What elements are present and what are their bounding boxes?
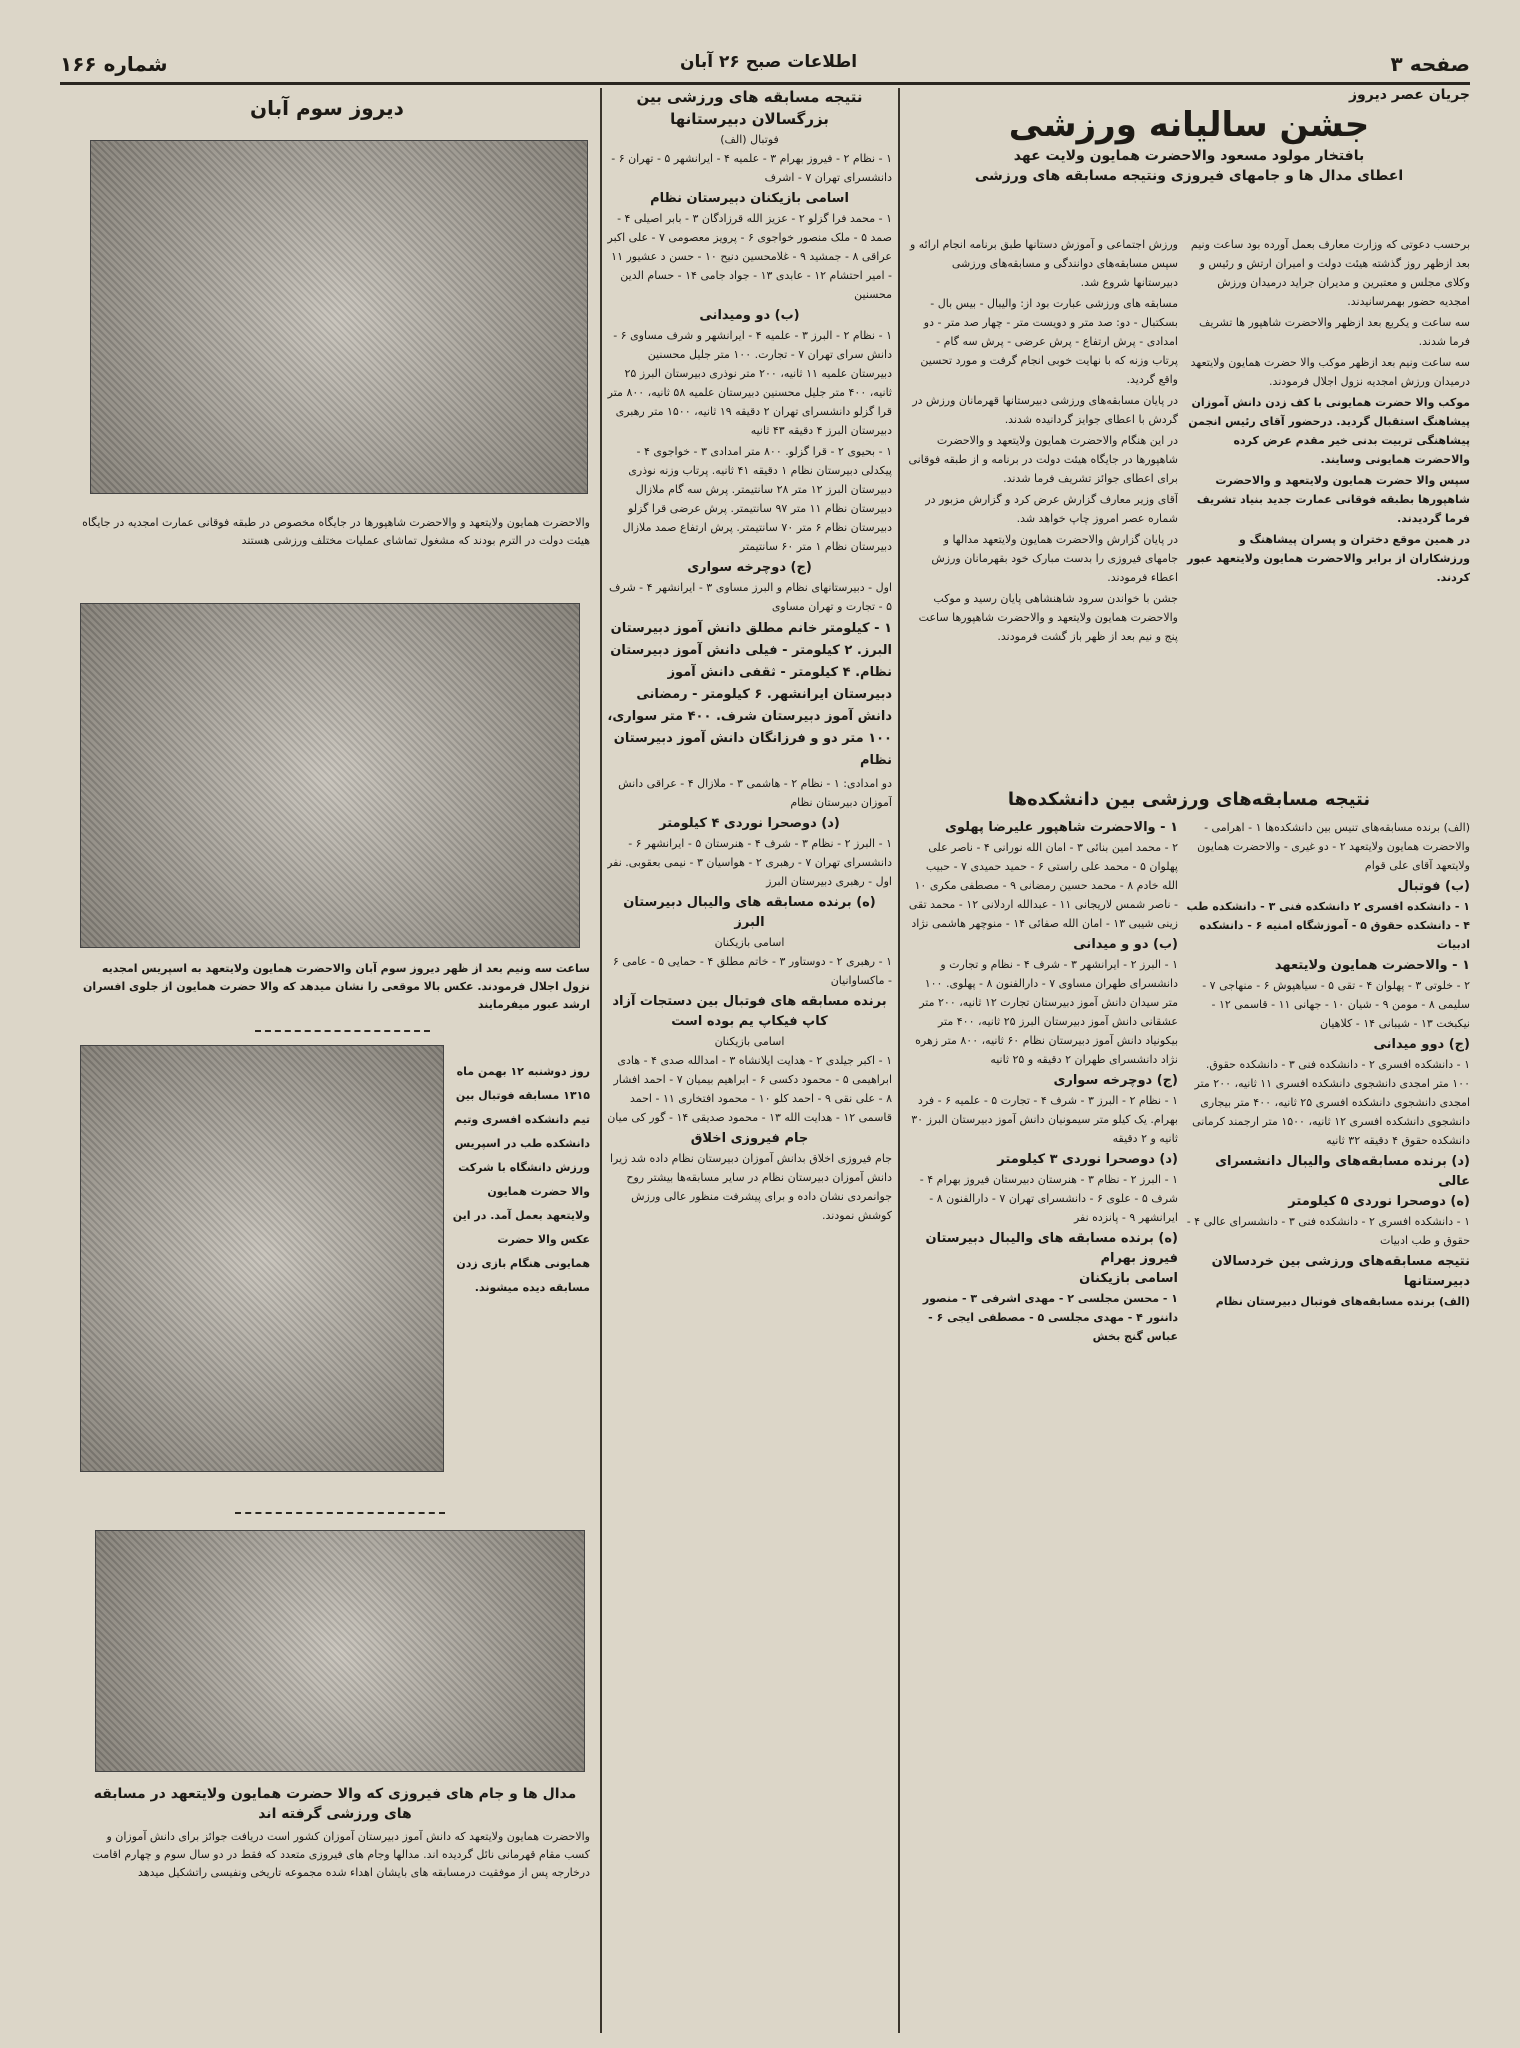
article-right-subcol — [1186, 235, 1470, 775]
players-title: اسامی بازیکنان دبیرستان نظام — [650, 191, 849, 206]
volleyball-title: (ه) برنده مسابقه های والیبال دبیرستان البرز — [623, 895, 876, 930]
stadium-stand-photo — [90, 140, 588, 494]
column-divider — [600, 88, 602, 2033]
senior-results-col — [607, 86, 892, 2036]
header-rule — [60, 82, 1470, 85]
crown-prince-team-players: ۲ - خلوتی ۳ - پهلوان ۴ - تقی ۵ - سیاهپوش ۶ - منهاجی ۷ - سلیمی ۸ - مومن ۹ - شیان ۱۰ - جهانی ۱۱ - قاسمی ۱۲ - نیکبخت ۱۳ - شیبانی ۱۴ - کلاهیان — [1202, 979, 1470, 1030]
subheadline-1: بافتخار مولود مسعود والاحضرت همایون ولایت عهد — [1013, 148, 1365, 164]
football-subtitle: فوتبال (الف) — [720, 133, 779, 146]
result-title: ۱ - والاحضرت شاهپور علیرضا پهلوی — [945, 820, 1178, 835]
main-headline: جشن سالیانه ورزشی — [1008, 105, 1370, 145]
photo-caption-1: والاحضرت همایون ولایتعهد و والاحضرت شاهپورها در جایگاه مخصوص در طبقه فوقانی عمارت امجدیه در جایگاه هیئت دولت در الترم بودند که مشغول تماشای عملیات مختلف ورزشی هستند — [82, 516, 590, 547]
volleyball-players: ۱ - محسن مجلسی ۲ - مهدی اشرفی ۳ - منصور داننور ۴ - مهدی مجلسی ۵ - مصطفی ایجی ۶ - عباس گنج بخش — [922, 1292, 1178, 1343]
parade-photo — [80, 603, 580, 948]
article-paragraph: سپس والا حضرت همایون ولایتعهد و والاحضرت شاهپورها بطبقه فوقانی عمارت جدید بنیاد تشریف فرما گردیدند. — [1196, 474, 1470, 525]
cycling-results: ۱ - نظام ۲ - البرز ۳ - شرف ۴ - تجارت ۵ - علمیه ۶ - فرد بهرام. یک کیلو متر سیمونیان دانش آموز دبیرستان البرز ۳۰ ثانیه و ۲ دقیقه — [911, 1094, 1178, 1145]
players-subtitle: اسامی بازیکنان — [714, 936, 785, 949]
article-left-subcol — [908, 235, 1178, 775]
photo-section-title-block — [62, 90, 592, 130]
article-paragraph: در این هنگام والاحضرت همایون ولایتعهد و والاحضرت شاهپورها در جایگاه هیئت دولت در برنامه و از طبقه فوقانی برای اعطای جوائز تشریف فرما شدند. — [908, 434, 1178, 485]
article-paragraph: در پایان گزارش والاحضرت همایون ولایتعهد مدالها و جامهای فیروزی را بدست مبارک خود بقهرمانان ورزش اعطاء فرمودند. — [931, 533, 1178, 584]
medals-photo — [95, 1530, 585, 1772]
university-results-col — [1186, 818, 1470, 2038]
players-subtitle: اسامی بازیکنان — [714, 1035, 785, 1048]
cross-country-title: (د) دوصحرا نوردی ۴ کیلومتر — [659, 816, 840, 831]
article-paragraph: سه ساعت ونیم بعد ازظهر موکب والا حضرت همایون ولایتعهد درمیدان ورزش امجدیه نزول اجلال فرمودند. — [1190, 356, 1470, 388]
article-paragraph: جشن با خواندن سرود شاهنشاهی پایان رسید و موکب والاحضرت همایون ولایتعهد و والاحضرت شاهپورها ساعت پنج و نیم بعد از ظهر باز گشت فرمودند. — [918, 592, 1178, 643]
article-paragraph: آقای وزیر معارف گزارش عرض کرد و گزارش مزبور در شماره عصر امروز چاپ خواهد شد. — [925, 493, 1178, 525]
cross-country-results: ۱ - البرز ۲ - نظام ۳ - شرف ۴ - هنرستان ۵ - ایرانشهر ۶ - دانشسرای تهران ۷ - رهبری ۲ - هواسیان ۳ - نیمی بعقوبی. نفر اول - رهبری دبیرستان البرز — [607, 837, 892, 888]
portrait-side-caption: روز دوشنبه ۱۲ بهمن ماه ۱۳۱۵ مسابقه فوتبال بین تیم دانشکده افسری وتیم دانشکده طب در اسپریس ورزش دانشگاه با شرکت والا حضرت همایون ولایتعهد بعمل آمد. در این عکس والا حضرت همایونی هنگام بازی زدن مسابقه دیده میشوند. — [452, 1065, 590, 1294]
junior-results-body: (الف) برنده مسابقه‌های فوتبال دبیرستان نظام — [1215, 1295, 1470, 1308]
article-paragraph: مسابقه های ورزشی عبارت بود از: والیبال - بیس بال - بسکتبال - دو: صد متر و دویست متر - چهار صد متر - دو امدادی - پرش ارتفاع - پرش عرضی - پرش سه گام - پرتاب وزنه که با نهایت خوبی انجام گرفت و مورد تحسین واقع گردید. — [920, 297, 1178, 386]
players-subtitle: اسامی بازیکنان — [1079, 1271, 1178, 1286]
page-number: صفحه ۳ — [1390, 52, 1470, 76]
track-results: ۱ - البرز ۲ - ایرانشهر ۳ - شرف ۴ - نظام و تجارت و دانشسرای طهران مساوی ۷ - دارالفنون ۸ - پهلوی. ۱۰۰ متر سیدان دانش آموز دبیرستان تجارت ۱۲ ثانیه، ۲۰۰ متر عشقانی دانش آموز دبیرستان البرز ۲۵ ثانیه، ۴۰۰ متر بیکونیاد دانش آموز دبیرستان نظام ۶۰ ثانیه، ۸۰۰ متر زهره نژاد دانشسرای طهران ۲ دقیقه و ۲۵ ثانیه — [915, 958, 1178, 1066]
track-title: (ج) دوو میدانی — [1373, 1037, 1470, 1052]
cycling-title: (ج) دوچرخه سواری — [1053, 1073, 1178, 1088]
cycling-highlights: ۱ - کیلومتر خانم مطلق دانش آموز دبیرستان البرز. ۲ کیلومتر - فیلی دانش آموز دبیرستان نظام. ۴ کیلومتر - ثقفی دانش آموز دبیرستان ایرانشهر. ۶ کیلومتر - رمضانی دانش آموز دبیرستان شرف. ۴۰۰ متر سواری، ۱۰۰ متر دو و فرزانگان دانش آموز دبیرستان نظام — [607, 621, 892, 768]
senior-results-title: نتیجه مسابقه های ورزشی بین بزرگسالان دبیرستانها — [636, 88, 863, 128]
results-title-block — [908, 786, 1470, 816]
players-list: ۱ - محمد فرا گزلو ۲ - عزیز الله قرزادگان ۳ - بابر اصیلی ۴ - صمد ۵ - ملک منصور خواجوی ۶ - پرویز معصومی ۷ - علی اکبر عراقی ۸ - جمشید ۹ - غلامحسین دنیح ۱۰ - حسن د عشیور ۱۱ - امیر احتشام ۱۲ - عابدی ۱۳ - جواد جامی ۱۴ - حسام الدین محسنین — [607, 212, 892, 301]
volleyball-title: (ه) برنده مسابقه های والیبال دبیرستان فیروز بهرام — [925, 1231, 1178, 1266]
track-results-2: ۱ - بحیوی ۲ - قرا گزلو. ۸۰۰ متر امدادی ۳ - خواجوی ۴ - پیکدلی دبیرستان نظام ۱ دقیقه ۴۱ ثانیه. پرتاب وزنه نوذری دبیرستان البرز ۱۲ متر ۲۸ سانتیمتر. پرش سه گام ملازال دبیرستان نظام ۱۱ متر ۹۷ سانتیمتر. پرش عرضی قرا گزلو دبیرستان نظام ۶ متر ۷۰ سانتیمتر. پرش ارتفاع صمد ملازال دبیرستان نظام ۱ متر ۶۰ سانتیمتر — [622, 445, 892, 553]
photo-caption-2: ساعت سه ونیم بعد از ظهر دیروز سوم آبان والاحضرت همایون ولایتعهد به اسپریس امجدیه نزول اجلال فرمودند. عکس بالا موقعی را نشان میدهد که والا حضرت همایون از جلوی افسران ارشد عبور میفرمایند — [83, 962, 590, 1011]
subheadline-2: اعطای مدال ها و جامهای فیروزی ونتیجه مسابقه های ورزشی — [974, 168, 1404, 184]
crown-prince-portrait-photo — [80, 1045, 444, 1472]
football-title: (ب) فوتبال — [1397, 879, 1470, 894]
football-ranking: ۱ - نظام ۲ - فیروز بهرام ۳ - علمیه ۴ - ایرانشهر ۵ - تهران ۶ - دانشسرای تهران ۷ - اشرف — [611, 152, 892, 184]
tennis-results: (الف) برنده مسابقه‌های تنیس بین دانشکده‌ها ۱ - اهرامی - والاحضرت همایون ولایتعهد ۲ - دو غیری - والاحضرت همایون ولایتعهد آقای علی قوام — [1197, 821, 1470, 872]
separator — [235, 1512, 445, 1514]
track-title: (ب) دو و میدانی — [1073, 937, 1178, 952]
results-title: نتیجه مسابقه‌های ورزشی بین دانشکده‌ها — [1007, 789, 1371, 810]
junior-results-title: نتیجه مسابقه‌های ورزشی بین خردسالان دبیرستانها — [1211, 1254, 1470, 1289]
article-paragraph: ورزش اجتماعی و آموزش دستانها طبق برنامه انجام ارائه و سپس مسابقه‌های دوانندگی و مسابقه‌های ورزشی دبیرستانها شروع شد. — [909, 238, 1178, 289]
track-results: ۱ - نظام ۲ - البرز ۳ - علمیه ۴ - ایرانشهر و شرف مساوی ۶ - دانش سرای تهران ۷ - تجارت. ۱۰۰ متر جلیل محسنین دبیرستان علمیه ۱۱ ثانیه، ۲۰۰ متر نوذری دبیرستان البرز ۲۵ ثانیه، ۴۰۰ متر جلیل محسنین دبیرستان علمیه ۵۸ ثانیه، ۸۰۰ متر قرا گزلو دانشسرای تهران ۲ دقیقه ۱۹ ثانیه، ۱۵۰۰ متر رهبری دبیرستان البرز ۴ دقیقه ۴۳ ثانیه — [607, 329, 892, 437]
volleyball-players: ۱ - رهبری ۲ - دوستاور ۳ - خاتم مطلق ۴ - حمایی ۵ - عامی ۶ - ماکساوانیان — [612, 955, 892, 987]
track-results: ۱ - دانشکده افسری ۲ - دانشکده فنی ۳ - دانشکده حقوق. ۱۰۰ متر امجدی دانشجوی دانشکده افسری ۱۱ ثانیه، ۲۰۰ متر امجدی دانشجوی دانشکده افسری ۲۵ ثانیه، ۴۰۰ متر بیجاری دانشجوی دانشکده افسری ۱۲ ثانیه، ۱۵۰۰ متر ارجمند کرمانی دانشکده حقوق ۴ دقیقه ۳۲ ثانیه — [1192, 1058, 1470, 1147]
cross-country-results: ۱ - دانشکده افسری ۲ - دانشکده فنی ۳ - دانشسرای عالی ۴ - حقوق و طب ادبیات — [1186, 1215, 1470, 1247]
football-results: ۱ - دانشکده افسری ۲ دانشکده فنی ۳ - دانشکده طب ۴ - دانشکده حقوق ۵ - آموزشگاه امنیه ۶ - دانشکده ادبیات — [1186, 900, 1470, 951]
photo-section-title: دیروز سوم آبان — [250, 96, 404, 120]
article-paragraph: موکب والا حضرت همایونی با کف زدن دانش آموزان پیشاهنگ استقبال گردید. درحضور آقای رئیس انجمن پیشاهنگی تربیت بدنی خیر مقدم عرض کرده والاحضرت همایونی وسایند. — [1188, 396, 1470, 466]
article-paragraph: برحسب دعوتی که وزارت معارف بعمل آورده بود ساعت ونیم بعد ازظهر روز گذشته هیئت دولت و امیران ارتش و رئیس و وکلای مجلس و معتبرین و مدیران جراید درمیدان ورزش امجدیه حضور بهمرسانیدند. — [1190, 238, 1470, 308]
result-body: ۲ - محمد امین بنائی ۳ - امان الله نورانی ۴ - ناصر علی پهلوان ۵ - محمد علی راستی ۶ - حمید حمیدی ۷ - حبیب الله خادم ۸ - محمد حسین رمضانی ۹ - مصطفی مکری ۱۰ - ناصر شمس لاریجانی ۱۱ - عبدالله اردلانی ۱۲ - محمد تقی زینی شیبی ۱۳ - امان الله صفائی ۱۴ - منوچهر هاشمی نژاد — [908, 841, 1178, 930]
article-paragraph: سه ساعت و یکربع بعد ازظهر والاحضرت شاهپور ها تشریف فرما شدند. — [1199, 316, 1470, 348]
ethics-cup-title: جام فیروزی اخلاق — [690, 1131, 809, 1146]
free-football-title: برنده مسابقه های فوتبال بین دستجات آزاد کاپ فیکاپ یم بوده است — [612, 994, 887, 1029]
free-football-players: ۱ - اکبر جیلدی ۲ - هدایت ایلانشاه ۳ - امدالله صدی ۴ - هادی ابراهیمی ۵ - محمود دکسی ۶ - ابراهیم بیمیان ۷ - احمد افشار ۸ - علی نقی ۹ - احمد کلو ۱۰ - محمود افتخاری ۱۱ - احمد قاسمی ۱۲ - هدایت الله ۱۳ - محمود صدیقی ۱۴ - گور کی میان — [607, 1054, 892, 1124]
separator — [255, 1030, 430, 1032]
article-paragraph: در پایان مسابقه‌های ورزشی دبیرستانها قهرمانان ورزش در گردش با اعطای جوایز گردانیده شدند. — [912, 394, 1178, 426]
relay-results: دو امدادی: ۱ - نظام ۲ - هاشمی ۳ - ملازال ۴ - عراقی دانش آموزان دبیرستان نظام — [618, 777, 892, 809]
volleyball-title: (د) برنده مسابقه‌های والیبال دانشسرای عالی — [1215, 1154, 1470, 1189]
cross-country-title: (ه) دوصحرا نوردی ۵ کیلومتر — [1288, 1194, 1470, 1209]
page-header — [60, 52, 1470, 80]
column-divider — [898, 88, 900, 2033]
issue-number: شماره ۱۶۶ — [60, 52, 168, 76]
cross-country-title: (د) دوصحرا نوردی ۳ کیلومتر — [997, 1152, 1178, 1167]
cycling-title: (ج) دوچرخه سواری — [687, 560, 812, 575]
crown-prince-team-title: ۱ - والاحضرت همایون ولایتعهد — [1274, 958, 1470, 973]
medals-caption-title: مدال ها و جام های فیروزی که والا حضرت همایون ولایتعهد در مسابقه های ورزشی گرفته اند — [93, 1786, 577, 1822]
headline-block — [908, 86, 1470, 191]
section-tag: جریان عصر دیروز — [1349, 87, 1470, 103]
medals-caption-body: والاحضرت همایون ولایتعهد که دانش آموز دبیرستان آموزان کشور است دریافت جوائز برای دانش آموزان و کسب مقام قهرمانی نائل گردیده اند. مدالها وجام های فیروزی متعدد که فقط در دو سال سوم و چهارم اقامت درخارجه پس از موفقیت درمسابقه های بایشان اهداء شده مجموعه تاریخی ونفیسی راتشکیل میدهد — [92, 1830, 590, 1879]
school-results-col — [908, 818, 1178, 2038]
article-paragraph: در همین موقع دختران و پسران پیشاهنگ و ورزشکاران از برابر والاحضرت همایون ولایتعهد عبور کردند. — [1187, 533, 1470, 584]
cross-country-results: ۱ - البرز ۲ - نظام ۳ - هنرستان دبیرستان فیروز بهرام ۴ - شرف ۵ - علوی ۶ - دانشسرای تهران ۷ - دارالفنون ۸ - ایرانشهر ۹ - پانزده نفر — [919, 1173, 1178, 1224]
issue-date: اطلاعات صبح ۲۶ آبان — [680, 52, 858, 72]
ethics-cup-body: جام فیروزی اخلاق بدانش آموزان دبیرستان نظام داده شد زیرا دانش آموزان دبیرستان نظام در سایر مسابقه‌ها بیشتر روح جوانمردی نشان داده و برای پیشرفت منظور عالی ورزش کوشش نمودند. — [610, 1152, 892, 1222]
track-title: (ب) دو ومیدانی — [699, 308, 800, 323]
cycling-results: اول - دبیرستانهای نظام و البرز مساوی ۳ - ایرانشهر ۴ - شرف ۵ - تجارت و تهران مساوی — [609, 581, 892, 613]
